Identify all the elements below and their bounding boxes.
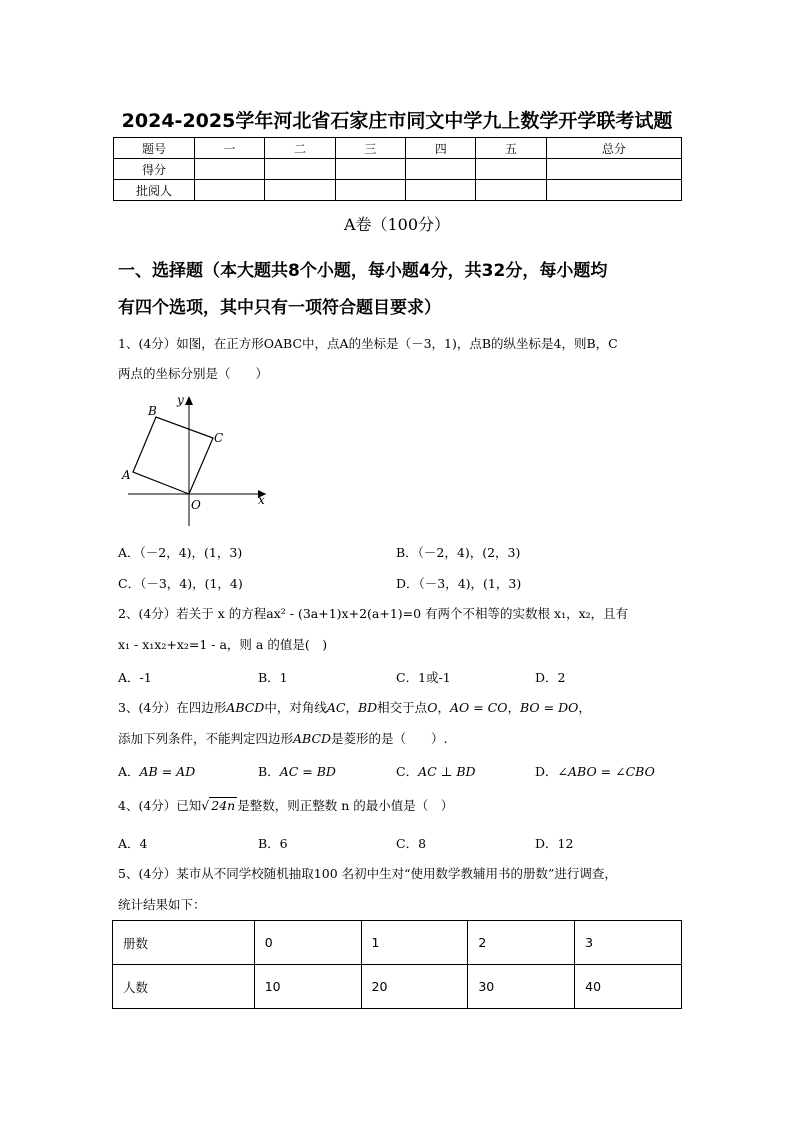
score-table-row [114,138,682,159]
q3-bd: BD [357,700,378,715]
sqrt-icon: √ [201,798,210,813]
score-cell [195,159,265,180]
label-b: B [148,404,157,418]
q5-stem-line2: 统计结果如下： [118,897,206,912]
q3-text: 添加下列条件，不能判定四边形 [118,731,294,746]
q2-option-b: B．1 [258,670,288,685]
score-cell [546,159,681,180]
score-cell [476,180,546,201]
q1-option-c: C．（－3，4)，(1，4) [118,576,243,591]
q3-option-c [396,762,476,780]
table-row [113,965,682,1009]
score-cell: 题号 [114,138,195,159]
q4-text: 是整数，则正整数 n 的最小值是（ ） [237,798,454,813]
score-cell [546,180,681,201]
option-expr: AC ⊥ BD [418,764,476,779]
q2-option-a: A．-1 [118,670,152,685]
table-cell: 1 [361,921,468,965]
q5-data-table [112,920,682,1009]
option-letter: C． [396,764,419,779]
table-cell: 0 [254,921,361,965]
y-axis-arrow-icon [185,396,193,405]
score-cell [406,159,476,180]
q1-option-b: B．（－2，4)，(2，3) [396,545,521,560]
score-cell [265,180,335,201]
table-cell: 册数 [113,921,255,965]
q3-sep: ， [437,700,450,715]
q3-eq1: AO = CO [449,700,508,715]
score-cell: 二 [265,138,335,159]
q3-sep: ， [578,700,591,715]
score-cell: 总分 [546,138,681,159]
score-cell [406,180,476,201]
option-expr: AC = BD [279,764,336,779]
q3-quad: ABCD [226,700,265,715]
q5-stem-line1: 5、(4分）某市从不同学校随机抽取100 名初中生对“使用数学教辅用书的册数”进行调查， [118,866,617,881]
score-cell [335,159,405,180]
q2-option-d: D．2 [535,670,566,685]
q3-quad: ABCD [293,731,332,746]
label-c: C [214,431,224,445]
score-cell [195,180,265,201]
score-table-row [114,159,682,180]
q3-option-d [535,762,655,780]
square-oabc [133,417,213,494]
q3-text: 相交于点 [377,700,428,715]
q4-option-d: D．12 [535,836,574,851]
table-cell: 30 [468,965,575,1009]
q3-text: 3、(4分）在四边形 [118,700,227,715]
q1-coordinate-figure [118,390,273,530]
q3-eq2: BO = DO [519,700,579,715]
score-cell [335,180,405,201]
q2-stem-line1: 2、(4分）若关于 x 的方程ax² - (3a+1)x+2(a+1)=0 有两个不相等的实数根 x₁，x₂，且有 [118,606,629,621]
option-letter: D． [535,764,558,779]
option-expr: AB = AD [139,764,196,779]
q4-option-c: C．8 [396,836,427,851]
label-y: y [177,393,184,407]
q4-radicand: 24n [211,798,236,813]
table-cell: 10 [254,965,361,1009]
q3-sep: ， [345,700,358,715]
score-cell: 四 [406,138,476,159]
q4-option-b: B．6 [258,836,288,851]
table-cell: 20 [361,965,468,1009]
table-row [113,921,682,965]
score-cell: 三 [335,138,405,159]
q3-sep: ， [507,700,520,715]
label-o: O [191,498,201,512]
q1-stem-line1: 1、(4分）如图，在正方形OABC中，点A的坐标是（－3，1)，点B的纵坐标是4，则B，C [118,336,618,351]
score-cell [265,159,335,180]
q3-stem-line2 [118,731,688,747]
option-letter: B． [258,764,280,779]
table-cell: 40 [575,965,682,1009]
q3-text: 中，对角线 [264,700,327,715]
q1-option-d: D．（－3，4)，(1，3) [396,576,522,591]
q3-option-b [258,762,336,780]
table-cell: 2 [468,921,575,965]
q2-stem-line2: x₁ - x₁x₂+x₂=1 - a，则 a 的值是( ) [118,637,328,652]
q3-ac: AC [326,700,346,715]
table-cell: 人数 [113,965,255,1009]
section-a-heading: A卷（100分） [343,215,451,234]
score-table-row [114,180,682,201]
score-cell: 批阅人 [114,180,195,201]
q3-o: O [427,700,438,715]
q3-option-a [118,762,195,780]
option-expr: ∠ABO = ∠CBO [557,764,655,779]
score-table [113,137,682,201]
q3-text: 是菱形的是（ ）. [331,731,448,746]
table-cell: 3 [575,921,682,965]
section-1-heading-line2: 有四个选项，其中只有一项符合题目要求） [118,298,441,318]
q4-text: 4、(4分）已知 [118,798,202,813]
q1-option-a: A．（－2，4)，(1，3) [118,545,243,560]
q4-stem [118,797,688,814]
q2-option-c: C．1或-1 [396,670,451,685]
q3-stem-line1 [118,700,688,716]
label-a: A [122,468,131,482]
section-1-heading-line1: 一、选择题（本大题共8个小题，每小题4分，共32分，每小题均 [118,261,608,281]
exam-title: 2024-2025学年河北省石家庄市同文中学九上数学开学联考试题 [121,110,673,132]
score-cell: 一 [195,138,265,159]
score-cell: 五 [476,138,546,159]
label-x: x [258,493,265,507]
q1-stem-line2: 两点的坐标分别是（ ） [118,366,269,381]
score-cell: 得分 [114,159,195,180]
option-letter: A． [118,764,140,779]
score-cell [476,159,546,180]
q4-option-a: A．4 [118,836,148,851]
